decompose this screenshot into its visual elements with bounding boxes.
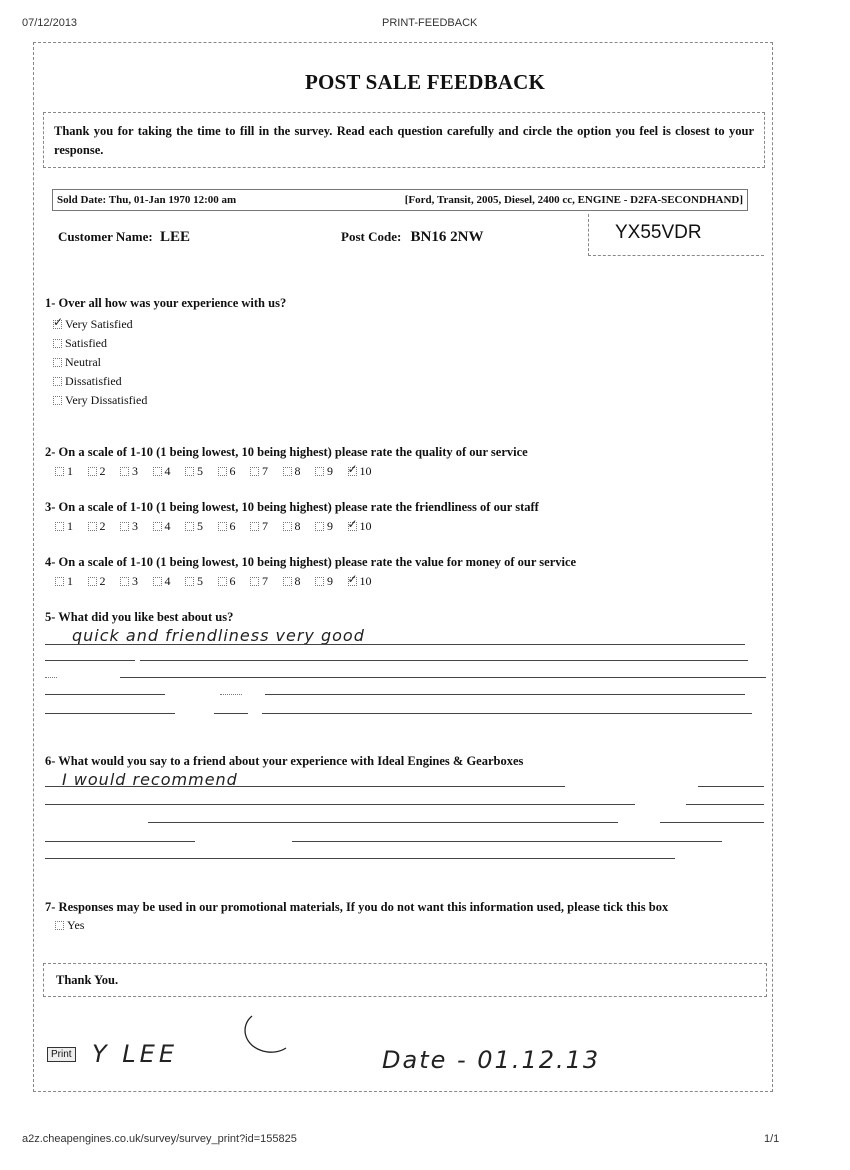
checkbox[interactable]: [88, 467, 97, 476]
scale-label: 9: [327, 574, 333, 588]
q4-option-10[interactable]: [348, 574, 381, 589]
answer-line: [698, 786, 764, 787]
checkbox[interactable]: [120, 467, 129, 476]
scale-label: 2: [99, 574, 106, 588]
answer-line: [45, 841, 195, 842]
sale-info-box: [52, 189, 748, 211]
answer-line: [45, 694, 165, 695]
answer-line: [265, 694, 745, 695]
checkbox[interactable]: [120, 522, 129, 531]
q3-option-10[interactable]: [348, 519, 381, 534]
q3-option-2[interactable]: [88, 519, 121, 534]
q1-option-very-satisfied[interactable]: ✓ Very Satisfied: [53, 315, 147, 334]
print-button[interactable]: Print: [47, 1047, 76, 1062]
customer-name-row: [58, 229, 190, 246]
q2-option-5[interactable]: [185, 464, 218, 479]
checkbox[interactable]: [185, 467, 194, 476]
q4-option-4[interactable]: [153, 574, 186, 589]
scale-label: 7: [262, 574, 268, 588]
scale-label: 3: [132, 574, 138, 588]
checkbox[interactable]: [283, 577, 292, 586]
checkbox[interactable]: [218, 467, 227, 476]
question-3: 3- On a scale of 1-10 (1 being lowest, 10 being highest) please rate the friendliness of our staff: [45, 500, 539, 514]
scale-label: 4: [164, 574, 171, 588]
scale-label: 1: [67, 574, 73, 588]
scale-label: 3: [132, 519, 138, 533]
footer-url: a2z.cheapengines.co.uk/survey/survey_print?id=155825: [22, 1133, 297, 1145]
q2-option-7[interactable]: [250, 464, 283, 479]
scale-label: 7: [262, 519, 268, 533]
q2-option-8[interactable]: [283, 464, 316, 479]
checkbox[interactable]: [185, 577, 194, 586]
answer-line: [45, 644, 745, 645]
q2-option-2[interactable]: [88, 464, 121, 479]
checkbox[interactable]: [120, 577, 129, 586]
q2-option-3[interactable]: [120, 464, 153, 479]
q3-option-9[interactable]: [315, 519, 348, 534]
q3-option-4[interactable]: [153, 519, 186, 534]
answer-line: [45, 858, 675, 859]
checkbox[interactable]: [88, 522, 97, 531]
checkbox[interactable]: [153, 577, 162, 586]
answer-line: [140, 660, 748, 661]
checkbox[interactable]: [55, 577, 64, 586]
checkbox[interactable]: [185, 522, 194, 531]
checkbox[interactable]: [250, 577, 259, 586]
scale-label: 5: [197, 464, 203, 478]
q4-option-1[interactable]: [55, 574, 88, 589]
scale-label: 9: [327, 464, 333, 478]
checkbox[interactable]: [315, 467, 324, 476]
q1-option-satisfied[interactable]: Satisfied: [53, 334, 147, 353]
q3-option-3[interactable]: [120, 519, 153, 534]
postcode-row: [341, 229, 483, 246]
scale-label: 8: [294, 574, 301, 588]
answer-line: [45, 786, 565, 787]
handwritten-date: Date - 01.12.13: [382, 1046, 601, 1074]
postcode-value: BN16 2NW: [410, 229, 484, 245]
q2-option-9[interactable]: [315, 464, 348, 479]
checkbox[interactable]: [348, 467, 357, 476]
answer-line: [214, 713, 248, 714]
scale-label: 5: [197, 519, 203, 533]
checkbox[interactable]: [218, 522, 227, 531]
question-7: 7- Responses may be used in our promotional materials, If you do not want this information used, please tick this box: [45, 900, 669, 914]
checkbox[interactable]: [283, 522, 292, 531]
answer-line: [660, 822, 764, 823]
q3-option-1[interactable]: [55, 519, 88, 534]
q4-option-2[interactable]: [88, 574, 121, 589]
q4-option-6[interactable]: [218, 574, 251, 589]
checkbox[interactable]: [53, 377, 62, 386]
sold-date: Sold Date: Thu, 01-Jan 1970 12:00 am: [57, 194, 237, 206]
q6-answer[interactable]: I would recommend: [62, 770, 238, 789]
question-2: 2- On a scale of 1-10 (1 being lowest, 10 being highest) please rate the quality of our service: [45, 445, 528, 459]
customer-name-value: LEE: [159, 229, 190, 245]
customer-name-label: Customer Name:: [58, 229, 153, 244]
q4-scale: [55, 574, 380, 589]
footer-page: 1/1: [764, 1133, 780, 1145]
checkbox[interactable]: [53, 339, 62, 348]
answer-line: [45, 660, 135, 661]
scale-label: 2: [99, 519, 106, 533]
intro-text: Thank you for taking the time to fill in the survey. Read each question carefully and circle the option you feel is closest to your response.: [43, 112, 765, 168]
q3-option-7[interactable]: [250, 519, 283, 534]
q3-option-8[interactable]: [283, 519, 316, 534]
question-6: 6- What would you say to a friend about your experience with Ideal Engines & Gearboxes: [45, 754, 524, 768]
checkbox[interactable]: [348, 577, 357, 586]
question-5: 5- What did you like best about us?: [45, 610, 234, 624]
checkbox[interactable]: [250, 522, 259, 531]
q7-option-yes[interactable]: Yes: [55, 918, 84, 933]
answer-line: [262, 713, 752, 714]
scale-label: 1: [67, 464, 73, 478]
checkbox[interactable]: [88, 577, 97, 586]
answer-line: [45, 677, 57, 678]
signature: Y LEE: [92, 1040, 178, 1068]
q4-option-9[interactable]: [315, 574, 348, 589]
scale-label: 9: [327, 519, 333, 533]
question-4: 4- On a scale of 1-10 (1 being lowest, 10 being highest) please rate the value for money of our service: [45, 555, 577, 569]
registration-box: YX55VDR: [588, 214, 764, 256]
q4-option-7[interactable]: [250, 574, 283, 589]
scale-label: 6: [229, 519, 236, 533]
q5-answer[interactable]: quick and friendliness very good: [72, 626, 365, 645]
checkbox[interactable]: [55, 467, 64, 476]
scale-label: 5: [197, 574, 203, 588]
scale-label: 6: [229, 574, 236, 588]
answer-line: [45, 804, 635, 805]
scale-label: 6: [229, 464, 236, 478]
scale-label: 3: [132, 464, 138, 478]
q3-option-5[interactable]: [185, 519, 218, 534]
scale-label: 10: [359, 574, 372, 588]
thank-you-box: Thank You.: [43, 963, 767, 997]
checkbox[interactable]: [315, 577, 324, 586]
checkbox[interactable]: [218, 577, 227, 586]
q3-option-6[interactable]: [218, 519, 251, 534]
scale-label: 8: [294, 519, 301, 533]
scale-label: 10: [359, 464, 372, 478]
answer-line: [45, 713, 175, 714]
scale-label: 10: [359, 519, 372, 533]
checkbox[interactable]: [283, 467, 292, 476]
signature-flourish: [238, 1014, 290, 1060]
q4-option-8[interactable]: [283, 574, 316, 589]
q1-options: [53, 315, 147, 410]
answer-line: [148, 822, 618, 823]
print-title: PRINT-FEEDBACK: [382, 17, 478, 29]
q3-scale: [55, 519, 380, 534]
checkbox[interactable]: [55, 522, 64, 531]
answer-line: [292, 841, 722, 842]
postcode-label: Post Code:: [341, 229, 402, 244]
print-date: 07/12/2013: [22, 17, 78, 29]
q1-option-neutral[interactable]: Neutral: [53, 353, 147, 372]
scale-label: 2: [99, 464, 106, 478]
q2-option-6[interactable]: [218, 464, 251, 479]
answer-line: [220, 694, 242, 695]
checkbox[interactable]: [53, 396, 62, 405]
checkbox-checked[interactable]: [53, 320, 62, 329]
scale-label: 4: [164, 464, 171, 478]
q2-option-1[interactable]: [55, 464, 88, 479]
checkbox[interactable]: [250, 467, 259, 476]
checkbox[interactable]: [55, 921, 64, 930]
checkbox[interactable]: [348, 522, 357, 531]
scale-label: 4: [164, 519, 171, 533]
q1-option-dissatisfied[interactable]: Dissatisfied: [53, 372, 147, 391]
q2-scale: [55, 464, 380, 479]
scale-label: 8: [294, 464, 301, 478]
q4-option-3[interactable]: [120, 574, 153, 589]
answer-line: [120, 677, 766, 678]
q4-option-5[interactable]: [185, 574, 218, 589]
scale-label: 7: [262, 464, 268, 478]
checkbox[interactable]: [153, 467, 162, 476]
q1-option-very-dissatisfied[interactable]: Very Dissatisfied: [53, 391, 147, 410]
checkbox[interactable]: [315, 522, 324, 531]
q2-option-4[interactable]: [153, 464, 186, 479]
question-1: 1- Over all how was your experience with us?: [45, 296, 287, 310]
checkbox[interactable]: [153, 522, 162, 531]
scale-label: 1: [67, 519, 73, 533]
vehicle-info: [Ford, Transit, 2005, Diesel, 2400 cc, ENGINE - D2FA-SECONDHAND]: [404, 194, 743, 206]
answer-line: [686, 804, 764, 805]
q2-option-10[interactable]: [348, 464, 381, 479]
page-title: POST SALE FEEDBACK: [304, 70, 546, 94]
checkbox[interactable]: [53, 358, 62, 367]
